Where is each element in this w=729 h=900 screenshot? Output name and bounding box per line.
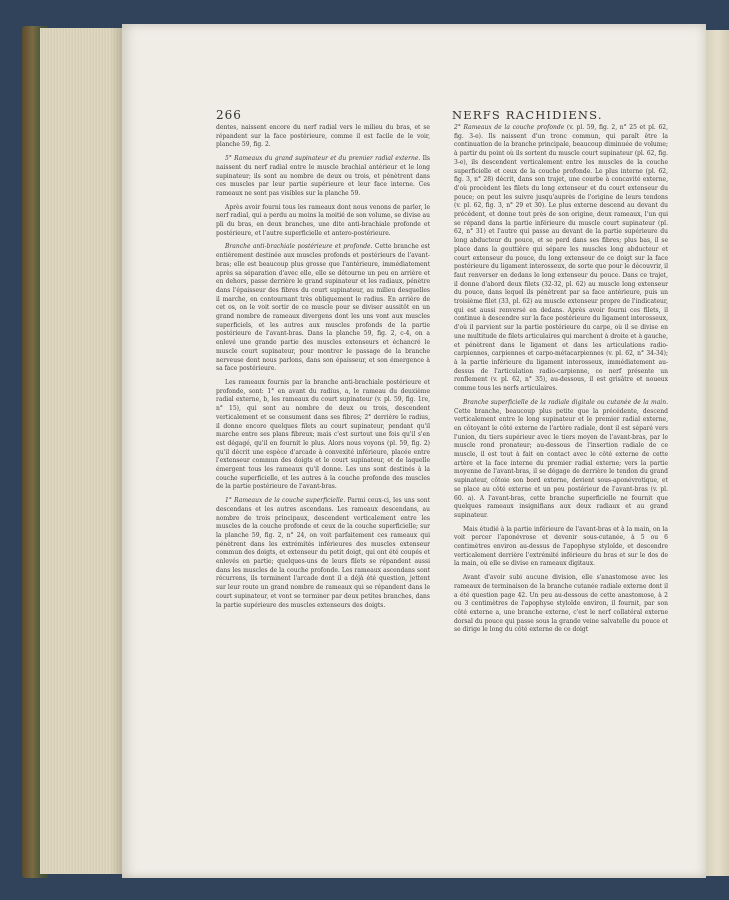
paragraph-text: Après avoir fourni tous les rameaux dont nous venons de parler, le nerf radial, qui a perdu au moins la moitié de son volume, se divise au pli du bras, en deux branches, une dite anti-brachiale profonde et postérieure, et l'autre superficielle et antero-postérieure. <box>216 203 430 237</box>
paragraph <box>216 379 430 492</box>
paragraph-text: Cette branche, beaucoup plus petite que la précédente, descend verticalement entre le long supinateur et le premier radial externe, en côtoyant le côté externe de l'artère radiale, dont il est séparé vers l'union, du tiers supérieur avec le tiers moyen de l'avant-bras, par le muscle rond pronateur; au-dessous de l'insertion radiale de ce muscle, il est tout à fait en contact avec le côté externe de cette artère et la face interne du premier radial externe; vers la partie moyenne de l'avant-bras, il se dégage de derrière le tendon du grand supinateur, côtoie son bord externe, devient sous-aponévrotique, et se place au côté externe et un peu postérieur de l'avant-bras (v. pl. 60. a). A l'avant-bras, cette branche superficielle ne fournit que quelques rameaux insignifians aux deux radiaux et au grand supinateur. <box>454 407 668 519</box>
paragraph-text: (v. pl. 59, fig. 2, n° 25 et pl. 62, fig. 3-e). Ils naissent d'un tronc commun, qui paraît être la continuation de la branche principale, beaucoup diminuée de volume; à partir du point où ils sortent du muscle court supinateur (pl. 62, fig. 3-e), ils descendent verticalement entre les muscles de la couche superficielle et ceux de la couche profonde. Le plus interne (pl. 62, fig. 3, n° 28) décrit, dans son trajet, une courbe à concavité externe, d'où procèdent les filets du long extenseur et du court extenseur du pouce; on peut les suivre jusqu'auprès de l'origine de leurs tendons (v. pl. 62, fig. 3, n° 29 et 30). Le plus externe descend au devant du précédent, et donne tout près de son origine, deux rameaux, l'un qui se répand dans la partie inférieure du muscle court supinateur (pl. 62, n° 31) et l'autre qui passe au devant de la partie supérieure du long abducteur du pouce, et se perd dans ses fibres; plus bas, il se place dans la gouttière qui sépare les muscles long abducteur et court extenseur du pouce, du long extenseur de ce doigt sur la face postérieure du ligament interosseux, de sorte que pour le découvrir, il faut renverser en dedans le long extenseur du pouce. Dans ce trajet, il donne d'abord deux filets (32-32, pl. 62) au muscle long extenseur du pouce, dans lequel ils pénètrent par sa face antérieure, puis un troisième filet (33, pl. 62) au muscle extenseur propre de l'indicateur, qui est aussi renversé en dedans. Après avoir fourni ces filets, il continue à descendre sur la face postérieure du ligament interosseux, d'où il parvient sur la partie postérieure du carpe, où il se divise en une multitude de filets articulaires qui marchent à droite et à gauche, et pénètrent dans le ligament et dans les articulations radio-carpiennes, carpiennes et carpo-métacarpiennes (v. pl. 62, n° 34-34); à la partie inférieure du ligament interosseux, immédiatement au-dessus de l'articulation radio-carpienne, ce nerf présente un renflement (v. pl. 62, n° 35), au-dessous, il est grisâtre et noueux comme tous les nerfs articulaires. <box>454 124 669 393</box>
paragraph-text: Cette branche est entièrement destinée aux muscles profonds et postérieurs de l'avant-bras; elle est beaucoup plus grosse que l'antérieure, immédiatement après sa séparation d'avec elle, elle se détourne un peu en arrière et en dehors, passe derrière le grand supinateur et les radiaux, pénètre dans l'épaisseur des fibres du court supinateur, au milieu desquelles il marche, en contournant très obliquement le radius. En arrière de cet os, on le voit sortir de ce muscle pour se diviser aussitôt en un grand nombre de rameaux divergens dont les uns vont aux muscles superficiels, et les autres aux muscles profonds de la partie postérieure de l'avant-bras. Dans la planche 59, fig. 2, c-4, on a enlevé une grande partie des muscles extenseurs et échancré le muscle court supinateur, pour montrer le passage de la branche nerveuse dont nous parlons, dans son épaisseur, et son émergence à sa face postérieure. <box>216 243 431 373</box>
paragraph-heading: Branche anti-brachiale postérieure et profonde. <box>225 243 373 251</box>
paragraph-heading: 2° Rameaux de la couche profonde <box>454 124 565 131</box>
right-column <box>454 124 668 640</box>
paragraph-heading: 5° Rameaux du grand supinateur et du premier radial externe. <box>225 155 421 163</box>
paragraph-text: Les rameaux fournis par la branche anti-brachiale postérieure et profonde, sont: 1° en avant du radius, a, le rameau du deuxième radial externe, b, les rameaux du court supinateur (v. pl. 59, fig. 1re, n° 15), qui sont au nombre de deux ou trois, descendent verticalement et se consument dans ses fibres; 2° derrière le radius, il donne encore quelques filets au court supinateur, pendant qu'il marche entre ses plans fibreux; mais c'est surtout une fois qu'il s'en est dégagé, qu'il en fournit le plus. Alors nous voyons (pl. 59, fig. 2) qu'il décrit une espèce d'arcade à convexité inférieure, placée entre l'extenseur commun des doigts et le court supinateur, et de laquelle émergent tous les rameaux qu'il donne. Les uns sont destinés à la couche superficielle, et les autres à la couche profonde des muscles de la partie postérieure de l'avant-bras. <box>216 378 430 491</box>
paragraph <box>216 124 430 150</box>
page-header <box>216 108 686 124</box>
running-title: NERFS RACHIDIENS. <box>452 108 603 122</box>
paragraph <box>216 155 430 199</box>
paragraph <box>216 243 430 374</box>
paragraph-text: Mais étudié à la partie inférieure de l'avant-bras et à la main, on la voit percer l'aponévrose et devenir sous-cutanée, à 5 ou 6 centimètres environ au-dessus de l'apophyse styloïde, et descendre verticalement derrière l'extrémité inférieure du bras et sur le dos de la main, où elle se divise en rameaux digitaux. <box>454 525 668 568</box>
paragraph-heading: Branche superficielle de la radiale digitale ou cutanée de la main. <box>463 398 668 406</box>
page-number: 266 <box>216 108 242 122</box>
paragraph <box>454 124 668 394</box>
left-column <box>216 124 430 615</box>
paragraph <box>454 399 668 521</box>
paragraph <box>454 526 668 570</box>
paragraph-heading: 1° Rameaux de la couche superficielle. <box>225 497 346 505</box>
paragraph-text: Ils naissent du nerf radial entre le muscle brachial antérieur et le long supinateur; ils sont au nombre de deux ou trois, et pénètrent dans ces muscles par leur partie supérieure et leur face interne. Ces rameaux ne sont pas visibles sur la planche 59. <box>216 155 431 197</box>
paragraph-text: Avant d'avoir subi aucune division, elle s'anastomose avec les rameaux de terminaison de la branche cutanée radiale externe dont il a été question page 42. Un peu au-dessous de cette anastomose, à 2 ou 3 centimètres de l'apophyse styloïde environ, il fournit, par son côté externe a, une branche externe, c'est le nerf collatéral externe dorsal du pouce qui passe sous la grande veine salvatelle du pouce et se dirige le long du côté externe de ce doigt <box>454 574 668 634</box>
paragraph-text: dentes, naissent encore du nerf radial vers le milieu du bras, et se répandent sur la face postérieure, comme il est facile de le voir, planche 59, fig. 2. <box>216 124 430 149</box>
book-page <box>122 24 706 878</box>
paragraph <box>454 574 668 635</box>
paragraph <box>216 497 430 610</box>
paragraph-text: Parmi ceux-ci, les uns sont descendans et les autres ascendans. Les rameaux descendans, au nombre de trois principaux, descendent verticalement entre les muscles de la couche profonde et ceux de la couche superficielle; sur la planche 59, fig. 2, n° 24, on voit parfaitement ces rameaux qui pénètrent dans les extrémités inférieures des muscles extenseur commun des doigts, et extenseur du petit doigt, qui ont été coupés et enlevés en partie; quelques-uns de leurs filets se répandent aussi dans les muscles de la couche profonde. Les rameaux ascendans sont récurrens, ils terminent l'arcade dont il a déjà été question, jettent sur leur route un grand nombre de rameaux qui se répandent dans le court supinateur, et vont se terminer par deux petites branches, dans la partie supérieure des muscles extenseurs des doigts. <box>216 497 430 609</box>
paragraph <box>216 204 430 239</box>
